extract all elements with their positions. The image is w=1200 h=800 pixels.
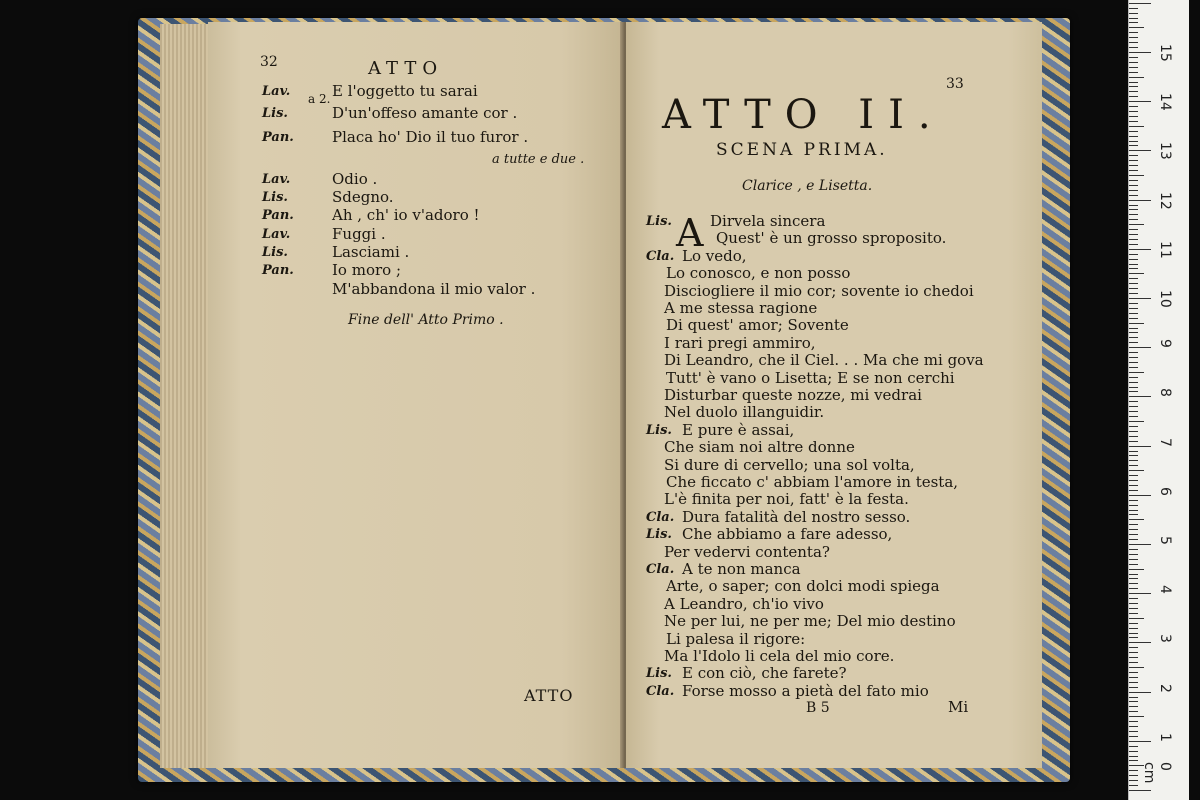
page-number-left: 32 <box>260 54 278 70</box>
dialogue-line: Disciogliere il mio cor; sovente io chedoi <box>664 281 974 300</box>
ruler-tick <box>1129 391 1138 392</box>
speaker-label: Pan. <box>262 263 294 278</box>
dialogue-line: Ah , ch' io v'adoro ! <box>332 206 480 224</box>
ruler-tick <box>1129 721 1138 722</box>
ruler-tick <box>1129 323 1144 324</box>
ruler-tick <box>1129 362 1138 363</box>
dialogue-line: Lasciami . <box>332 243 410 261</box>
dialogue-line: Disturbar queste nozze, mi vedrai <box>664 386 922 404</box>
ruler-tick <box>1129 716 1144 717</box>
ruler-tick <box>1129 618 1144 619</box>
ruler-tick <box>1129 470 1144 471</box>
ruler-tick <box>1129 662 1138 663</box>
ruler-tick <box>1129 308 1138 309</box>
ruler-tick <box>1129 175 1144 176</box>
dialogue-line: M'abbandona il mio valor . <box>332 280 536 298</box>
ruler-tick <box>1129 52 1151 53</box>
ruler-tick <box>1129 185 1138 186</box>
speaker-label: Cla. <box>646 248 675 264</box>
ruler-tick <box>1129 155 1138 156</box>
ruler-tick <box>1129 790 1151 791</box>
dialogue-line: E pure è assai, <box>682 420 795 439</box>
ruler-tick <box>1129 111 1138 112</box>
dialogue-line: Quest' è un grosso sproposito. <box>716 229 947 248</box>
ruler-label: 15 <box>1157 44 1173 62</box>
ruler-tick <box>1129 578 1138 579</box>
ruler-tick <box>1129 313 1138 314</box>
ruler-tick <box>1129 524 1138 525</box>
ruler-label: 3 <box>1157 634 1173 644</box>
ruler-label: 12 <box>1157 191 1173 210</box>
dialogue-line: Li palesa il rigore: <box>666 629 806 648</box>
speaker-label: Lis. <box>646 527 672 543</box>
ruler-tick <box>1129 544 1151 545</box>
ruler-tick <box>1129 514 1138 515</box>
ruler-tick <box>1129 775 1138 776</box>
ruler-tick <box>1129 27 1144 28</box>
ruler-tick <box>1129 219 1138 220</box>
ruler-tick <box>1129 303 1138 304</box>
ruler-tick <box>1129 510 1138 511</box>
scene-characters: Clarice , e Lisetta. <box>742 178 873 194</box>
dialogue-line: Che ficcato c' abbiam l'amore in testa, <box>666 473 959 491</box>
ruler-tick <box>1129 234 1138 235</box>
ruler-tick <box>1129 406 1138 407</box>
dialogue-line: Dirvela sincera <box>710 212 826 230</box>
ruler-tick <box>1129 268 1138 269</box>
ruler-tick <box>1129 534 1138 535</box>
speaker-label: Lis. <box>646 214 672 229</box>
act-heading: ATTO II. <box>662 92 945 138</box>
ruler-tick <box>1129 529 1138 530</box>
speaker-label: Cla. <box>646 683 675 699</box>
ruler-tick <box>1129 150 1151 151</box>
ruler-tick <box>1129 603 1138 604</box>
dialogue-line: A te non manca <box>682 560 801 578</box>
speaker-label: Lis. <box>646 666 672 682</box>
dialogue-line: Per vedervi contenta? <box>664 542 830 561</box>
ruler-tick <box>1129 72 1138 73</box>
ruler-tick <box>1129 756 1138 757</box>
ruler-tick <box>1129 3 1151 4</box>
ruler-label: 1 <box>1157 732 1173 742</box>
ruler-tick <box>1129 96 1138 97</box>
ruler-tick <box>1129 519 1144 520</box>
ruler-tick <box>1129 67 1138 68</box>
ruler-tick <box>1129 426 1138 427</box>
ruler-tick <box>1129 559 1138 560</box>
ruler-tick <box>1129 687 1138 688</box>
speaker-label: Lis. <box>646 422 672 438</box>
ruler-tick <box>1129 711 1138 712</box>
ruler-tick <box>1129 633 1138 634</box>
speaker-label: Lis. <box>262 190 288 205</box>
dialogue-line: Arte, o saper; con dolci modi spiega <box>666 577 940 596</box>
ruler-tick <box>1129 37 1138 38</box>
dialogue-line: Odio . <box>332 170 378 188</box>
dialogue-line: Che siam noi altre donne <box>664 438 855 457</box>
dialogue-line: D'un'offeso amante cor . <box>332 104 518 122</box>
ruler-tick <box>1129 697 1138 698</box>
ruler-tick <box>1129 13 1138 14</box>
speaker-label: Lis. <box>262 245 288 260</box>
ruler-tick <box>1129 131 1138 132</box>
ruler-tick <box>1129 298 1151 299</box>
ruler-tick <box>1129 254 1138 255</box>
dialogue-line: Si dure di cervello; una sol volta, <box>664 455 915 474</box>
ruler-tick <box>1129 22 1138 23</box>
ruler-tick <box>1129 574 1138 575</box>
ruler-tick <box>1129 667 1144 668</box>
ruler-tick <box>1129 500 1138 501</box>
dialogue-line: I rari pregi ammiro, <box>664 333 816 352</box>
ruler-label: 6 <box>1157 486 1173 496</box>
ruler-tick <box>1129 141 1138 142</box>
ruler-tick <box>1129 751 1138 752</box>
ruler-label: 10 <box>1157 290 1173 308</box>
ruler-label: 0 cm <box>1141 762 1173 784</box>
ruler-tick <box>1129 731 1138 732</box>
signature-mark: B 5 <box>806 700 830 716</box>
ruler-tick <box>1129 62 1138 63</box>
ruler-tick <box>1129 485 1138 486</box>
ruler-tick <box>1129 554 1138 555</box>
ruler-tick <box>1129 180 1138 181</box>
ruler-tick <box>1129 352 1138 353</box>
ruler-tick <box>1129 637 1138 638</box>
ruler-tick <box>1129 647 1138 648</box>
end-of-act-note: Fine dell' Atto Primo . <box>348 312 504 328</box>
ruler-tick <box>1129 357 1138 358</box>
ruler-tick <box>1129 460 1138 461</box>
ruler-label: 8 <box>1157 388 1173 398</box>
ruler-tick <box>1129 682 1138 683</box>
ruler-tick <box>1129 209 1138 210</box>
ruler-tick <box>1129 613 1138 614</box>
ruler-tick <box>1129 205 1138 206</box>
ruler-tick <box>1129 244 1138 245</box>
ruler-tick <box>1129 672 1138 673</box>
ruler-tick <box>1129 505 1138 506</box>
dialogue-line: Nel duolo illanguidir. <box>664 403 825 422</box>
catchword-left: ATTO <box>524 686 574 705</box>
ruler-tick <box>1129 396 1151 397</box>
ruler-tick <box>1129 239 1138 240</box>
ruler-tick <box>1129 190 1138 191</box>
ruler-tick <box>1129 657 1138 658</box>
ruler-tick <box>1129 495 1151 496</box>
ruler-tick <box>1129 278 1138 279</box>
ruler-tick <box>1129 273 1144 274</box>
ruler-tick <box>1129 387 1138 388</box>
left-page <box>208 22 624 768</box>
dialogue-line: Lo vedo, <box>682 246 747 265</box>
ruler-tick <box>1129 121 1138 122</box>
ruler-tick <box>1129 382 1138 383</box>
ruler-tick <box>1129 706 1138 707</box>
ruler-tick <box>1129 451 1138 452</box>
ruler-tick <box>1129 82 1138 83</box>
ruler-label: 11 <box>1157 240 1173 259</box>
dialogue-line: Io moro ; <box>332 261 402 279</box>
ruler-tick <box>1129 736 1138 737</box>
dialogue-line: a tutte e due . <box>492 152 585 167</box>
ruler-label: 14 <box>1157 93 1173 112</box>
ruler-tick <box>1129 628 1138 629</box>
ruler-tick <box>1129 224 1144 225</box>
scene-heading: SCENA PRIMA. <box>716 140 888 160</box>
dialogue-line: Di quest' amor; Sovente <box>666 316 849 335</box>
ruler-tick <box>1129 126 1144 127</box>
ruler-tick <box>1129 229 1138 230</box>
ruler-label: 7 <box>1157 437 1173 447</box>
ruler-label: 9 <box>1157 339 1173 349</box>
running-head: ATTO <box>368 58 444 79</box>
ruler-tick <box>1129 116 1138 117</box>
ruler-tick <box>1129 411 1138 412</box>
ruler-tick <box>1129 337 1138 338</box>
ruler-tick <box>1129 372 1144 373</box>
ruler-tick <box>1129 446 1151 447</box>
page-number-right: 33 <box>946 76 964 92</box>
ruler-tick <box>1129 145 1138 146</box>
ruler-tick <box>1129 86 1138 87</box>
ruler-tick <box>1129 259 1138 260</box>
catchword-right: Mi <box>948 698 969 716</box>
ruler-tick <box>1129 377 1138 378</box>
dialogue-line: A me stessa ragione <box>664 299 818 317</box>
ruler-tick <box>1129 770 1138 771</box>
ruler-tick <box>1129 47 1138 48</box>
ruler-tick <box>1129 332 1138 333</box>
ruler-tick <box>1129 288 1138 289</box>
dialogue-line: Che abbiamo a fare adesso, <box>682 525 893 544</box>
ruler-tick <box>1129 741 1151 742</box>
ruler-tick <box>1129 598 1138 599</box>
dialogue-line: E con ciò, che farete? <box>682 664 847 683</box>
ruler-tick <box>1129 293 1138 294</box>
ruler-tick <box>1129 780 1138 781</box>
ruler-tick <box>1129 539 1138 540</box>
speaker-label: Cla. <box>646 562 675 577</box>
ruler-tick <box>1129 490 1138 491</box>
dialogue-line: Dura fatalità del nostro sesso. <box>682 507 911 526</box>
speaker-label: Lis. <box>262 106 288 121</box>
ruler-tick <box>1129 318 1138 319</box>
ruler-tick <box>1129 170 1138 171</box>
ruler-tick <box>1129 367 1138 368</box>
ruler-tick <box>1129 785 1138 786</box>
dialogue-line: Tutt' è vano o Lisetta; E se non cerchi <box>666 368 955 387</box>
ruler-tick <box>1129 480 1138 481</box>
dialogue-line: Di Leandro, che il Ciel. . . Ma che mi gova <box>664 351 984 370</box>
ruler-tick <box>1129 160 1138 161</box>
dialogue-line: Forse mosso a pietà del fato mio <box>682 681 929 700</box>
ruler-tick <box>1129 416 1138 417</box>
speaker-label: Pan. <box>262 130 294 145</box>
ruler-tick <box>1129 91 1138 92</box>
ruler-label: 13 <box>1157 142 1173 161</box>
ruler-tick <box>1129 342 1138 343</box>
ruler-tick <box>1129 200 1151 201</box>
speaker-label: Lav. <box>262 227 291 242</box>
ruler-tick <box>1129 652 1138 653</box>
ruler-tick <box>1129 642 1151 643</box>
ruler-tick <box>1129 564 1138 565</box>
ruler-tick <box>1129 549 1138 550</box>
ruler-tick <box>1129 18 1138 19</box>
dialogue-line: A Leandro, ch'io vivo <box>664 594 824 613</box>
ruler-label: 2 <box>1157 683 1173 693</box>
ruler-tick <box>1129 436 1138 437</box>
ruler-tick <box>1129 264 1138 265</box>
ruler-tick <box>1129 57 1138 58</box>
ruler-label: 4 <box>1157 585 1173 595</box>
dialogue-line: Sdegno. <box>332 188 394 206</box>
ruler-tick <box>1129 465 1138 466</box>
ruler-tick <box>1129 726 1138 727</box>
ruler-tick <box>1129 421 1144 422</box>
ruler-tick <box>1129 760 1138 761</box>
ruler-tick <box>1129 136 1138 137</box>
ruler-tick <box>1129 347 1151 348</box>
ruler-tick <box>1129 283 1138 284</box>
ruler-tick <box>1129 32 1138 33</box>
dialogue-line: Lo conosco, e non posso <box>666 264 851 283</box>
dialogue-line: Ma l'Idolo li cela del mio core. <box>664 647 895 665</box>
ruler-tick <box>1129 195 1138 196</box>
ruler-tick <box>1129 455 1138 456</box>
speaker-label: Lav. <box>262 172 291 187</box>
dialogue-line: E l'oggetto tu sarai <box>332 82 478 100</box>
right-page <box>626 22 1042 768</box>
dialogue-line: Fuggi . <box>332 225 386 243</box>
speaker-label: Lav. <box>262 84 291 99</box>
ruler-tick <box>1129 692 1151 693</box>
ruler-tick <box>1129 441 1138 442</box>
ruler-tick <box>1129 569 1144 570</box>
a-due-mark: a 2. <box>308 92 331 106</box>
speaker-label: Cla. <box>646 509 675 525</box>
ruler-tick <box>1129 214 1138 215</box>
ruler-label: 5 <box>1157 536 1173 545</box>
dialogue-line: L'è finita per noi, fatt' è la festa. <box>664 490 909 509</box>
ruler-tick <box>1129 608 1138 609</box>
ruler-tick <box>1129 623 1138 624</box>
ruler-tick <box>1129 165 1138 166</box>
speaker-label: Pan. <box>262 208 294 223</box>
ruler-tick <box>1129 8 1138 9</box>
ruler-tick <box>1129 106 1138 107</box>
drop-cap: A <box>676 211 704 255</box>
ruler-tick <box>1129 401 1138 402</box>
ruler-tick <box>1129 746 1138 747</box>
ruler-tick <box>1129 77 1144 78</box>
ruler-tick <box>1129 701 1138 702</box>
measuring-ruler <box>1128 0 1189 800</box>
ruler-tick <box>1129 431 1138 432</box>
ruler-tick <box>1129 328 1138 329</box>
ruler-tick <box>1129 583 1138 584</box>
ruler-tick <box>1129 101 1151 102</box>
ruler-tick <box>1129 475 1138 476</box>
ruler-tick <box>1129 593 1151 594</box>
ruler-tick <box>1129 42 1138 43</box>
ruler-tick <box>1129 677 1138 678</box>
ruler-tick <box>1129 588 1138 589</box>
dialogue-line: Placa ho' Dio il tuo furor . <box>332 128 529 146</box>
ruler-tick <box>1129 249 1151 250</box>
dialogue-line: Ne per lui, ne per me; Del mio destino <box>664 612 956 631</box>
